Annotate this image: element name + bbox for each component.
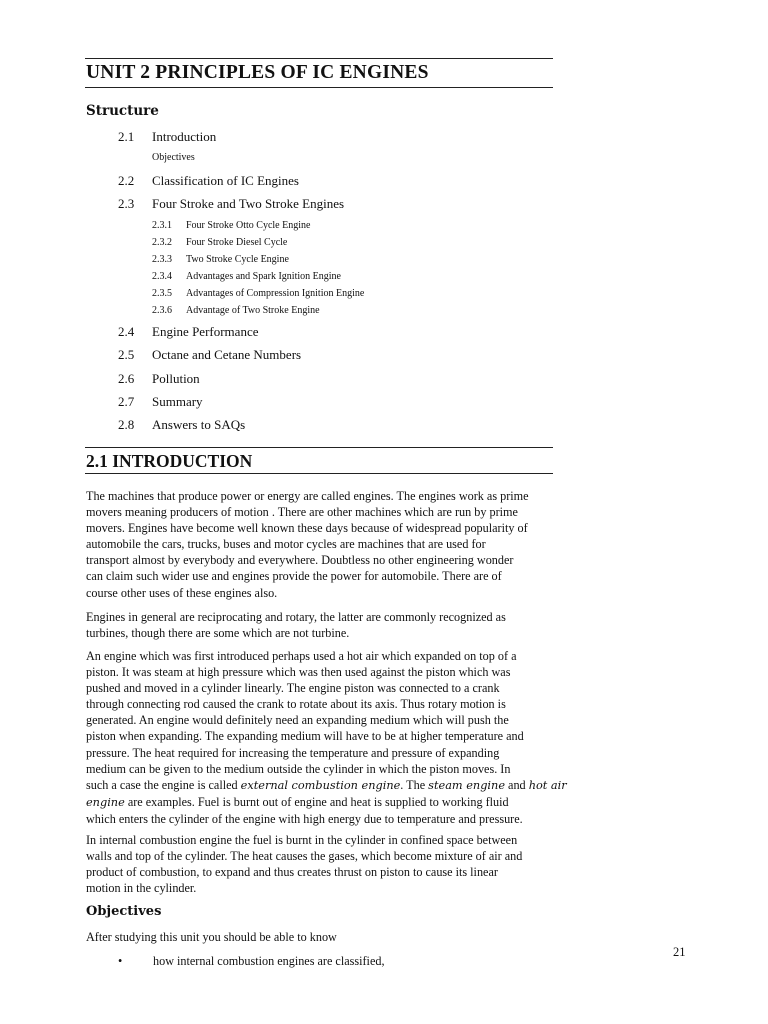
- text-line: through connecting rod caused the crank to rotate about its axis. Thus rotary motion is: [86, 697, 506, 712]
- page-number: 21: [673, 945, 686, 959]
- text-line: motion in the cylinder.: [86, 881, 197, 896]
- text-line: walls and top of the cylinder. The heat causes the gases, which become mixture of air and: [86, 849, 523, 864]
- toc-sub-title: Advantages of Compression Ignition Engine: [186, 288, 365, 299]
- title-bottom-rule: [85, 87, 553, 88]
- toc-title: Summary: [152, 394, 203, 409]
- toc-number: 2.1: [118, 129, 135, 144]
- toc-sub-number: 2.3.3: [152, 254, 172, 265]
- toc-title: Engine Performance: [152, 324, 259, 339]
- toc-sub-number: 2.3.2: [152, 237, 172, 248]
- text-line: pressure. The heat required for increasing the temperature and pressure of expanding: [86, 745, 500, 760]
- text-line: piston. It was steam at high pressure which was then used against the piston which was: [86, 665, 511, 680]
- text-line: which enters the cylinder of the engine with high energy due to temperature and pressure.: [86, 811, 523, 826]
- toc-sub-title: Two Stroke Cycle Engine: [186, 254, 289, 265]
- italic-term: engine: [86, 795, 125, 809]
- text-line: Engines in general are reciprocating and rotary, the latter are commonly recognized as: [86, 610, 506, 624]
- text-line: movers. Engines have become well known these days because of widespread popularity of: [86, 521, 528, 536]
- text-line: medium can be given to the medium outside the cylinder in which the piston moves. In: [86, 761, 511, 776]
- text-line: An engine which was first introduced perhaps used a hot air which expanded on top of a: [86, 649, 517, 663]
- toc-number: 2.7: [118, 394, 135, 409]
- toc-title: Classification of IC Engines: [152, 173, 299, 188]
- text-line: turbines, though there are some which are not turbine.: [86, 626, 350, 641]
- toc-sub-title: Advantage of Two Stroke Engine: [186, 305, 320, 316]
- toc-title: Octane and Cetane Numbers: [152, 347, 302, 362]
- objective-item: how internal combustion engines are classified,: [153, 954, 385, 968]
- italic-term: steam engine: [428, 778, 505, 792]
- toc-objectives: Objectives: [152, 152, 195, 163]
- paragraph-history: [86, 648, 567, 827]
- bullet-icon: •: [118, 954, 123, 968]
- text-line: course other uses of these engines also.: [86, 585, 278, 600]
- section-top-rule: [85, 447, 553, 448]
- text-run: and: [505, 777, 529, 792]
- text-line: generated. An engine would definitely need an expanding medium which will push the: [86, 713, 509, 728]
- toc-sub-number: 2.3.4: [152, 271, 172, 282]
- section-title: 2.1 INTRODUCTION: [86, 451, 253, 471]
- toc-number: 2.4: [118, 324, 135, 339]
- paragraph-internal-combustion: [86, 832, 556, 896]
- structure-heading: Structure: [86, 103, 159, 119]
- text-line: automobile the cars, trucks, buses and motor cycles are machines that are used for: [86, 537, 486, 552]
- toc-sub-title: Four Stroke Otto Cycle Engine: [186, 220, 311, 231]
- text-run: such a case the engine is called: [86, 777, 241, 792]
- toc-number: 2.2: [118, 173, 135, 188]
- text-run: . The: [400, 777, 429, 792]
- text-line: movers meaning producers of motion . There are other machines which are run by prime: [86, 505, 518, 520]
- text-run: are examples. Fuel is burnt out of engine and heat is supplied to working fluid: [124, 794, 509, 809]
- objectives-intro: After studying this unit you should be able to know: [86, 930, 337, 944]
- paragraph-engine-types: [86, 609, 556, 641]
- toc-number: 2.6: [118, 371, 135, 386]
- text-line: piston when expanding. The expanding medium will have to be at higher temperature and: [86, 729, 524, 744]
- toc-sub-title: Advantages and Spark Ignition Engine: [186, 271, 341, 282]
- toc-number: 2.8: [118, 417, 135, 432]
- text-line: can claim such wider use and engines provide the power for automobile. There are of: [86, 569, 502, 584]
- unit-title: UNIT 2 PRINCIPLES OF IC ENGINES: [86, 62, 429, 83]
- toc-sub-number: 2.3.1: [152, 220, 172, 231]
- text-line: transport almost by everybody and everywhere. Doubtless no other engineering wonder: [86, 553, 514, 568]
- toc-title: Pollution: [152, 371, 200, 386]
- text-line: product of combustion, to expand and thus creates thrust on piston to cause its linear: [86, 865, 498, 880]
- toc-sub-title: Four Stroke Diesel Cycle: [186, 237, 288, 248]
- toc-title: Four Stroke and Two Stroke Engines: [152, 196, 345, 211]
- toc-number: 2.3: [118, 196, 135, 211]
- toc-sub-number: 2.3.5: [152, 288, 172, 299]
- text-line: [86, 794, 556, 811]
- section-bottom-rule: [85, 473, 553, 474]
- text-line: [86, 777, 567, 794]
- title-top-rule: [85, 58, 553, 59]
- text-line: pushed and moved in a cylinder linearly. The engine piston was connected to a crank: [86, 681, 500, 696]
- toc-title: Introduction: [152, 129, 217, 144]
- italic-term: hot air: [528, 778, 567, 792]
- italic-term: external combustion engine: [240, 778, 401, 792]
- paragraph-intro: [86, 488, 556, 601]
- toc-title: Answers to SAQs: [152, 417, 246, 432]
- toc-number: 2.5: [118, 347, 135, 362]
- objectives-heading: Objectives: [86, 904, 162, 919]
- toc-sub-number: 2.3.6: [152, 305, 172, 316]
- text-line: In internal combustion engine the fuel is burnt in the cylinder in confined space between: [86, 833, 518, 847]
- text-line: The machines that produce power or energy are called engines. The engines work as prime: [86, 489, 529, 503]
